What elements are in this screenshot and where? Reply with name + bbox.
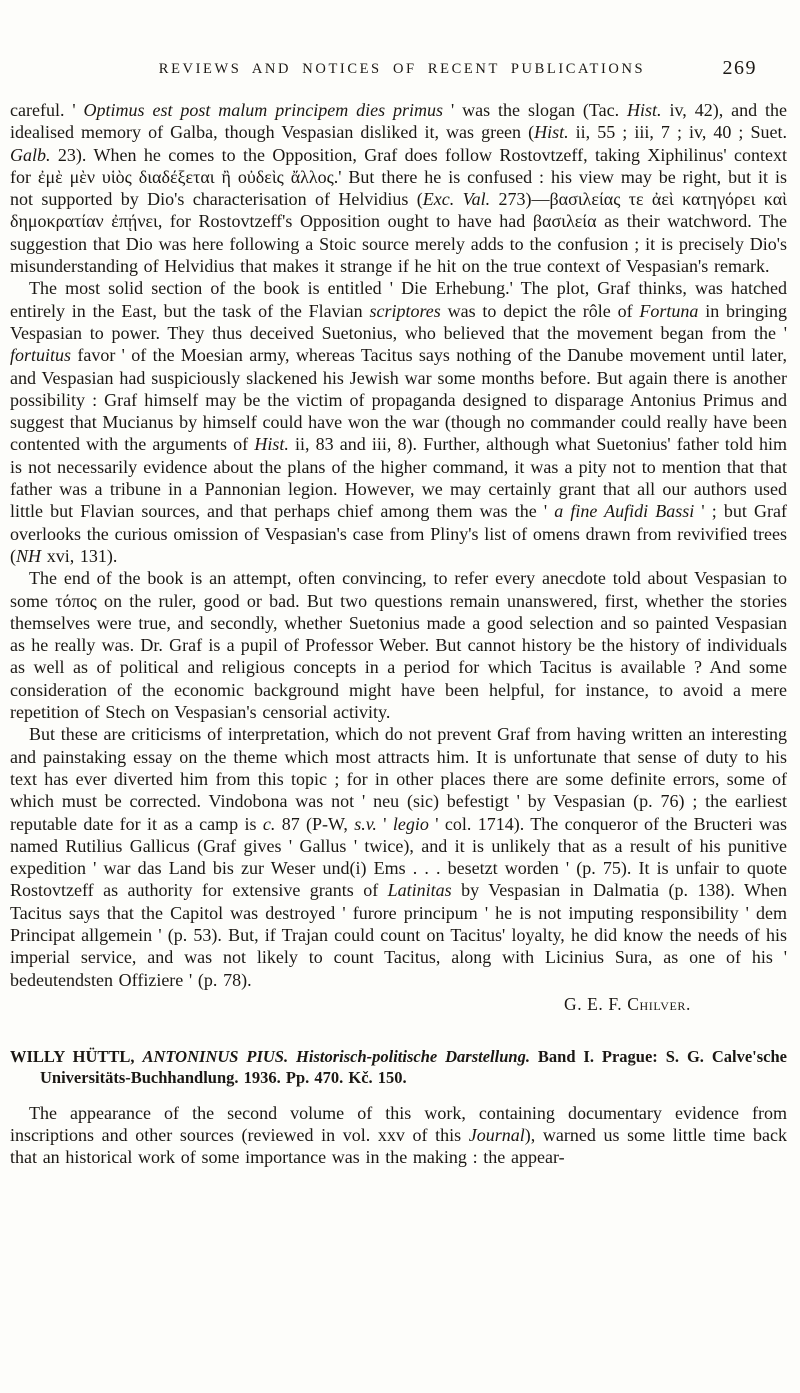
paragraph-2	[10, 277, 787, 567]
text-run: Fortuna	[639, 300, 699, 321]
text-run: The end of the book is an attempt, often convincing, to refer every anecdote told about Vespasian to some τόπος on the ruler, good or bad. But two questions remain unanswered, first, whether the stories themselves were true, and secondly, whether Suetonius made a good selection and so painted Vespasian as he really was. Dr. Graf is a pupil of Professor Weber. But cannot history be the history of individuals as well as of political and religious concepts in a period for which Tacitus is available ? And some consideration of the economic background might have been helpful, for instance, to avoid a mere repetition of Stech on Vespasian's censorial activity.	[10, 568, 787, 723]
text-run: The most solid section of the book is entitled ' Die Erhebung.' The plot, Graf thinks, was hatched entirely in the East, but the task of the Flavian	[10, 278, 787, 321]
text-run: legio	[392, 813, 429, 834]
paragraph-5	[10, 1102, 787, 1169]
text-run: Latinitas	[387, 880, 452, 901]
text-run: Exc. Val.	[422, 189, 491, 210]
text-run: '	[376, 813, 393, 834]
text-run: scriptores	[369, 300, 441, 321]
text-run: 87 (P-W,	[275, 813, 355, 834]
text-run: ANTONINUS PIUS.	[142, 1046, 289, 1066]
book-bibliographic-heading	[10, 1046, 787, 1089]
running-title: REVIEWS AND NOTICES OF RECENT PUBLICATIONS	[158, 61, 646, 77]
text-run: 23). When he comes to the Opposition, Graf does follow Rostovtzeff, taking Xiphilinus' context for ἐμὲ μὲν υἱὸς διαδέξεται ἢ οὐδεὶς ἄλλος.' But there he is confused : his view may be right, but it is not supported by Dio's characterisation of Helvidius (	[10, 144, 787, 210]
text-run: s.v.	[354, 813, 377, 834]
text-run: fortuitus	[10, 345, 72, 366]
text-run	[288, 1047, 296, 1066]
text-run: Hist.	[627, 100, 662, 120]
text-run: ii, 83 and iii, 8). Further, although what Suetonius' father told him is not necessarily evidence about the plans of the higher command, it was a pity not to mention that that father was a tribune in a Pannonian legion. However, we may certainly grant that all our authors used little but Flavian sources, and that perhaps chief among them was the '	[10, 434, 788, 522]
text-run: ' ; but Graf overlooks the curious omission of Vespasian's case from Pliny's list of omens drawn from revivified trees (	[10, 501, 787, 566]
paragraph-4	[10, 723, 787, 991]
text-run: favor ' of the Moesian army, whereas Tacitus says nothing of the Danube movement until later, and Vespasian had suspiciously slackened his Jewish war some months before. But again there is another possibility : Graf himself may be the victim of propaganda designed to disparage Antonius Primus and suggest that Mucianus by himself could have won the war (though no commander could really have been contented with the arguments of	[10, 345, 787, 455]
text-run: xvi, 131).	[41, 545, 118, 566]
text-run: c.	[262, 813, 276, 834]
review-huttl-antoninus	[10, 1046, 787, 1169]
paragraph-3	[10, 567, 787, 723]
page-number: 269	[722, 57, 757, 79]
text-run: ' was the slogan (Tac.	[443, 100, 628, 120]
text-run: Galb.	[10, 144, 51, 165]
text-run: ' col. 1714). The conqueror of the Bructeri was named Rutilius Gallicus (Graf gives ' Gallus ' twice), and it is unlikely that as a result of his punitive expedition ' war das Land bis zur Weser und(i) Ems . . . besetzt worden ' (p. 75). It is unfair to quote Rostovtzeff as authority for extensive grants of	[10, 813, 788, 901]
text-run: Optimus est post malum principem dies primus	[83, 100, 444, 120]
text-run: ii, 55 ; iii, 7 ; iv, 40 ; Suet.	[568, 122, 787, 143]
text-run: WILLY HÜTTL,	[10, 1046, 143, 1066]
text-run: Historisch-politische Darstellung.	[296, 1046, 530, 1066]
text-run: a fine Aufidi Bassi	[554, 501, 695, 522]
text-run: The appearance of the second volume of this work, containing documentary evidence from inscriptions and other sources (reviewed in vol. xxv of this	[10, 1102, 787, 1146]
text-run: NH	[16, 545, 42, 566]
text-run: iv, 42), and the idealised memory of Galba, though Vespasian disliked it, was green (	[10, 100, 788, 143]
text-run: 273)—βασιλείας τε ἀεὶ κατηγόρει καὶ δημοκρατίαν ἐπῄνει, for Rostovtzeff's Opposition ought to have had βασιλεία as their watchword. The suggestion that Dio was here following a Stoic source merely adds to the confusion ; it is precisely Dio's misunderstanding of Helvidius that makes it strange if he hit on the true context of Vespasian's remark.	[10, 189, 787, 277]
page-header	[10, 57, 787, 85]
review-graf-vespasian	[10, 99, 787, 1015]
text-run: Hist.	[254, 434, 289, 455]
text-run: Journal	[468, 1125, 525, 1146]
text-run: in bringing Vespasian to power. They thus deceived Suetonius, who believed that the movement began from the '	[10, 300, 788, 343]
paragraph-1	[10, 99, 787, 277]
text-run: ), warned us some little time back that an historical work of some importance was in the making : the appear-	[10, 1125, 787, 1168]
text-run: Band I. Prague: S. G. Calve'sche Universitäts-Buchhandlung. 1936. Pp. 470. Kč. 150.	[40, 1046, 787, 1088]
text-run: But these are criticisms of interpretation, which do not prevent Graf from having written an interesting and painstaking essay on the theme which most attracts him. It is unfortunate that sense of duty to his text has ever diverted him from this topic ; for in other places there are some definite errors, some of which must be corrected. Vindobona was not ' neu (sic) befestigt ' by Vespasian (p. 76) ; the earliest reputable date for it as a camp is	[10, 724, 787, 834]
text-run: Hist.	[534, 122, 569, 143]
text-run: was to depict the rôle of	[440, 300, 640, 321]
text-run: careful. '	[10, 100, 84, 120]
text-run: by Vespasian in Dalmatia (p. 138). When Tacitus says that the Capitol was destroyed ' furore principum ' he is not imputing responsibility ' dem Principat allgemein ' (p. 53). But, if Trajan could count on Tacitus' loyalty, he did know the needs of his imperial service, and was not likely to count Tacitus, along with Licinius Sura, as one of his ' bedeutendsten Offiziere ' (p. 78).	[10, 880, 787, 990]
reviewer-signature: G. E. F. Chilver.	[563, 993, 691, 1014]
